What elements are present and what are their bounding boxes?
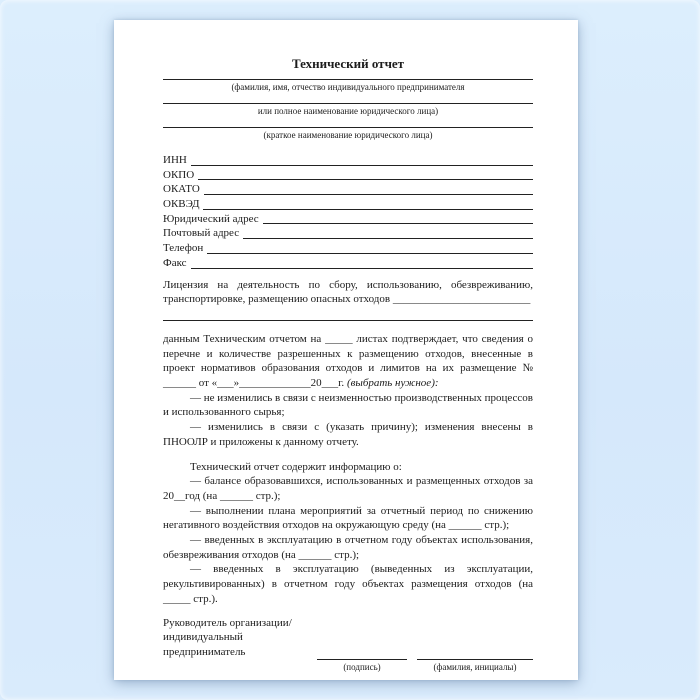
signature-field <box>317 646 407 672</box>
fill-in-line <box>163 320 533 321</box>
header-blank-group <box>163 126 533 140</box>
requisites-block <box>163 153 533 271</box>
name-line <box>417 646 533 660</box>
field-row <box>163 168 533 183</box>
signature-block <box>163 616 533 672</box>
document-page <box>114 20 578 680</box>
fill-in-line <box>198 168 533 181</box>
signature-caption: (подпись) <box>343 661 381 672</box>
field-label: Факс <box>163 256 187 269</box>
fill-in-line <box>207 241 533 254</box>
fill-in-line <box>204 182 533 195</box>
fill-in-line <box>263 212 533 225</box>
contents-item: — выполнении плана мероприятий за отчетный период по снижению негативного воздействия отходов на окружающую среду (на ______ стр.); <box>163 504 533 532</box>
confirmation-note: (выбрать нужное): <box>346 377 439 390</box>
field-label: ОКПО <box>163 168 195 181</box>
field-row <box>163 241 533 256</box>
field-label: Юридический адрес <box>163 212 259 225</box>
blank-caption: (фамилия, имя, отчество индивидуального предпринимателя <box>231 82 465 92</box>
contents-intro: Технический отчет содержит информацию о: <box>190 460 402 473</box>
confirmation-option: — изменились в связи с (указать причину); изменения внесены в ПНООЛР и приложены к данному отчету. <box>163 421 533 448</box>
fill-in-line <box>163 102 533 104</box>
blank-caption: (краткое наименование юридического лица) <box>263 130 433 140</box>
fill-in-line <box>163 126 533 128</box>
document-title: Технический отчет <box>291 56 405 71</box>
field-row <box>163 153 533 168</box>
field-label: Телефон <box>163 242 204 255</box>
license-block <box>163 278 533 321</box>
signer-title-line: Руководитель организации/ <box>163 616 292 629</box>
contents-item: — введенных в эксплуатацию (выведенных из эксплуатации, рекультивированных) в отчетном году объектах размещения отходов (на _____ стр.). <box>163 563 533 605</box>
fill-in-line <box>203 197 533 210</box>
confirmation-intro: данным Техническим отчетом на _____ листах подтверждает, что сведения о перечне и количестве разрешенных к размещению отходов, внесенные в проект нормативов образования отходов и лимитов на их размещение № ______ от «___»_____________20___г. <box>163 332 533 390</box>
header-blank-group <box>163 78 533 92</box>
fill-in-line <box>243 226 533 239</box>
header-blank-group <box>163 102 533 116</box>
signer-title-line: индивидуальный <box>163 631 243 644</box>
name-field <box>417 646 533 672</box>
fill-in-line <box>191 256 533 269</box>
fill-in-line <box>163 78 533 80</box>
field-label: ИНН <box>163 154 187 166</box>
signer-title-line: предприниматель <box>163 645 246 658</box>
field-label: ОКАТО <box>163 183 200 196</box>
header-blanks <box>163 78 533 140</box>
field-row <box>163 226 533 241</box>
field-label: ОКВЭД <box>163 198 200 211</box>
field-label: Почтовый адрес <box>163 227 240 240</box>
signature-line <box>317 646 407 660</box>
confirmation-block <box>163 332 533 450</box>
contents-item: — балансе образовавшихся, использованных и размещенных отходов за 20__год (на ______ стр.); <box>163 475 533 502</box>
field-row <box>163 182 533 197</box>
field-row <box>163 197 533 212</box>
contents-item: — введенных в эксплуатацию в отчетном году объектах использования, обезвреживания отходов (на ______ стр.); <box>163 534 533 561</box>
contents-block <box>163 460 533 607</box>
license-paragraph: Лицензия на деятельность по сбору, использованию, обезвреживанию, транспортировке, размещению опасных отходов _________________________ <box>163 278 533 306</box>
blank-caption: или полное наименование юридического лица) <box>257 106 439 116</box>
name-caption: (фамилия, инициалы) <box>433 661 517 672</box>
confirmation-paragraph <box>163 332 533 391</box>
fill-in-line <box>191 153 533 166</box>
field-row <box>163 212 533 227</box>
signer-title <box>163 616 315 672</box>
field-row <box>163 256 533 271</box>
confirmation-option: — не изменились в связи с неизменностью производственных процессов и использованного сырья; <box>163 391 533 419</box>
